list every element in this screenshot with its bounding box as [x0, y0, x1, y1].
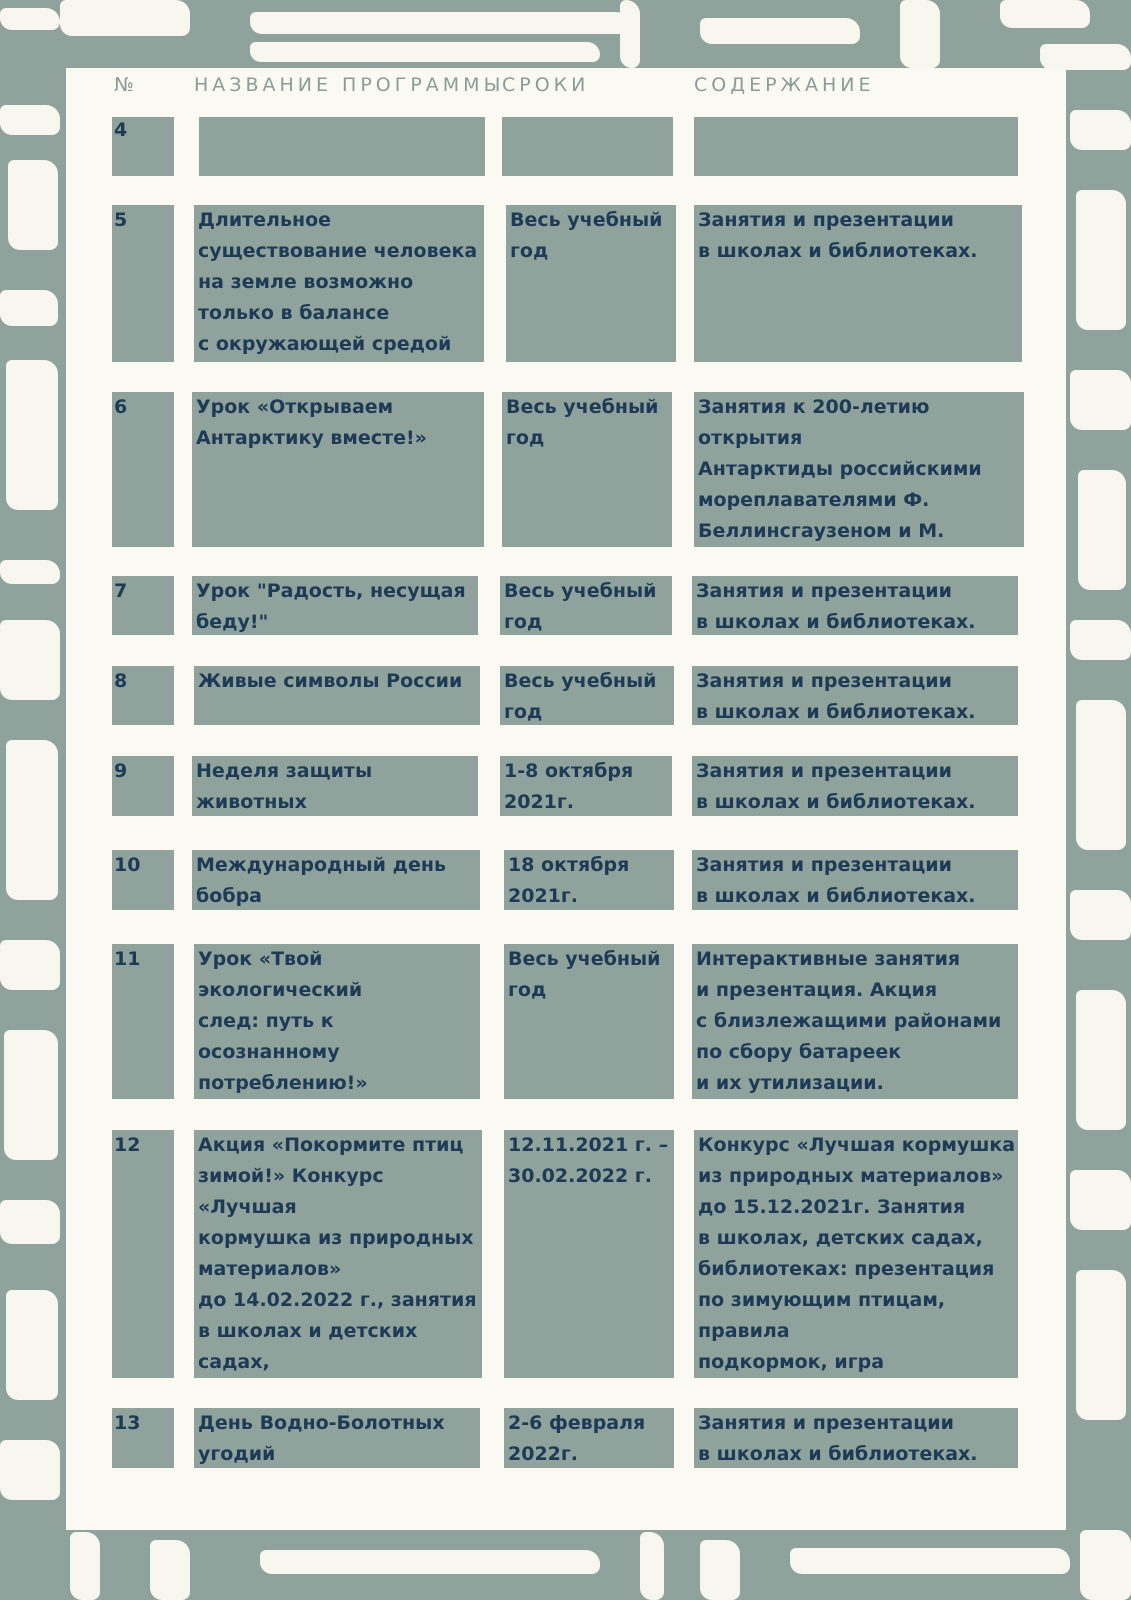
brush-stroke [700, 18, 860, 44]
row-number: 6 [112, 392, 174, 547]
brush-stroke [1070, 370, 1131, 430]
row-number: 8 [112, 666, 174, 725]
program-content: Занятия и презентации в школах и библиотеках. [694, 1408, 1018, 1468]
brush-stroke [1080, 1530, 1131, 1600]
program-name: Живые символы России [194, 666, 480, 725]
brush-stroke [0, 105, 60, 135]
row-number: 7 [112, 576, 174, 635]
brush-stroke [0, 8, 60, 30]
brush-stroke [0, 620, 60, 700]
row-number: 10 [112, 850, 174, 910]
brush-stroke [790, 1548, 1070, 1574]
brush-stroke [900, 0, 940, 68]
brush-stroke [150, 1540, 190, 1600]
brush-stroke [250, 12, 630, 34]
brush-stroke [620, 0, 640, 68]
brush-stroke [70, 1532, 100, 1600]
program-dates: Весь учебный год [500, 666, 674, 725]
program-content: Занятия и презентации в школах и библиотеках. [694, 205, 1022, 362]
program-content: Занятия и презентации в школах и библиотеках. [692, 850, 1018, 910]
row-number: 13 [112, 1408, 174, 1468]
brush-stroke [1078, 470, 1126, 590]
program-name: Акция «Покормите птиц зимой!» Конкурс «Лучшая кормушка из природных материалов» до 14.02.2022 г., занятия в школах и детских садах, [194, 1130, 482, 1378]
program-content: Занятия и презентации в школах и библиотеках. [692, 666, 1018, 725]
program-dates: Весь учебный год [502, 392, 672, 547]
program-dates: 2-6 февраля 2022г. [504, 1408, 674, 1468]
brush-stroke [1000, 0, 1090, 28]
brush-stroke [250, 42, 600, 62]
brush-stroke [8, 160, 58, 250]
brush-stroke [700, 1540, 740, 1600]
program-content: Занятия к 200-летию открытия Антарктиды российскими мореплавателями Ф. Беллинсгаузеном и М. [694, 392, 1024, 547]
program-name: Международный день бобра [192, 850, 480, 910]
row-number: 12 [112, 1130, 174, 1378]
brush-stroke [0, 290, 58, 326]
program-content: Интерактивные занятия и презентация. Акция с близлежащими районами по сбору батареек и их утилизации. [692, 944, 1018, 1099]
program-name: Длительное существование человека на земле возможно только в балансе с окружающей средой [194, 205, 484, 362]
program-name: Неделя защиты животных [192, 756, 478, 816]
row-number: 11 [112, 944, 174, 1099]
brush-stroke [1076, 700, 1126, 850]
brush-stroke [6, 1290, 58, 1400]
program-dates: 1-8 октября 2021г. [500, 756, 672, 816]
header-dates: СРОКИ [502, 74, 590, 96]
brush-stroke [6, 360, 58, 510]
brush-stroke [1040, 44, 1131, 70]
program-dates: 12.11.2021 г. – 30.02.2022 г. [504, 1130, 674, 1378]
brush-stroke [0, 1200, 60, 1244]
brush-stroke [1076, 1270, 1126, 1420]
program-name: Урок "Радость, несущая беду!" [192, 576, 478, 635]
brush-stroke [0, 1440, 60, 1500]
program-name: День Водно-Болотных угодий [194, 1408, 480, 1468]
brush-stroke [60, 0, 190, 36]
program-dates: Весь учебный год [504, 944, 674, 1099]
brush-stroke [1070, 1170, 1131, 1230]
program-name: Урок «Открываем Антарктику вместе!» [192, 392, 484, 547]
brush-stroke [260, 1550, 600, 1574]
program-dates: Весь учебный год [500, 576, 672, 635]
program-dates: Весь учебный год [506, 205, 676, 362]
row-number: 5 [112, 205, 174, 362]
header-content: СОДЕРЖАНИЕ [694, 74, 875, 96]
program-content: Занятия и презентации в школах и библиотеках. [692, 576, 1018, 635]
brush-stroke [0, 560, 60, 584]
brush-stroke [4, 1030, 58, 1160]
program-dates: 18 октября 2021г. [504, 850, 674, 910]
brush-stroke [1070, 620, 1131, 660]
program-content: Конкурс «Лучшая кормушка из природных материалов» до 15.12.2021г. Занятия в школах, детских садах, библиотеках: презентация по зимующим птицам, правила подкормок, игра [694, 1130, 1018, 1378]
brush-stroke [6, 740, 58, 900]
header-program-name: НАЗВАНИЕ ПРОГРАММЫ [194, 74, 505, 96]
brush-stroke [1076, 990, 1126, 1130]
program-content [694, 117, 1018, 176]
row-number: 9 [112, 756, 174, 816]
brush-stroke [1070, 110, 1131, 150]
program-name: Урок «Твой экологический след: путь к осознанному потреблению!» [194, 944, 480, 1099]
program-dates [502, 117, 673, 176]
program-content: Занятия и презентации в школах и библиотеках. [692, 756, 1018, 816]
brush-stroke [1076, 190, 1126, 330]
brush-stroke [640, 1532, 664, 1600]
program-name [199, 117, 485, 176]
row-number: 4 [112, 117, 174, 176]
header-number: № [114, 74, 138, 96]
brush-stroke [0, 940, 60, 990]
brush-stroke [1070, 890, 1131, 940]
